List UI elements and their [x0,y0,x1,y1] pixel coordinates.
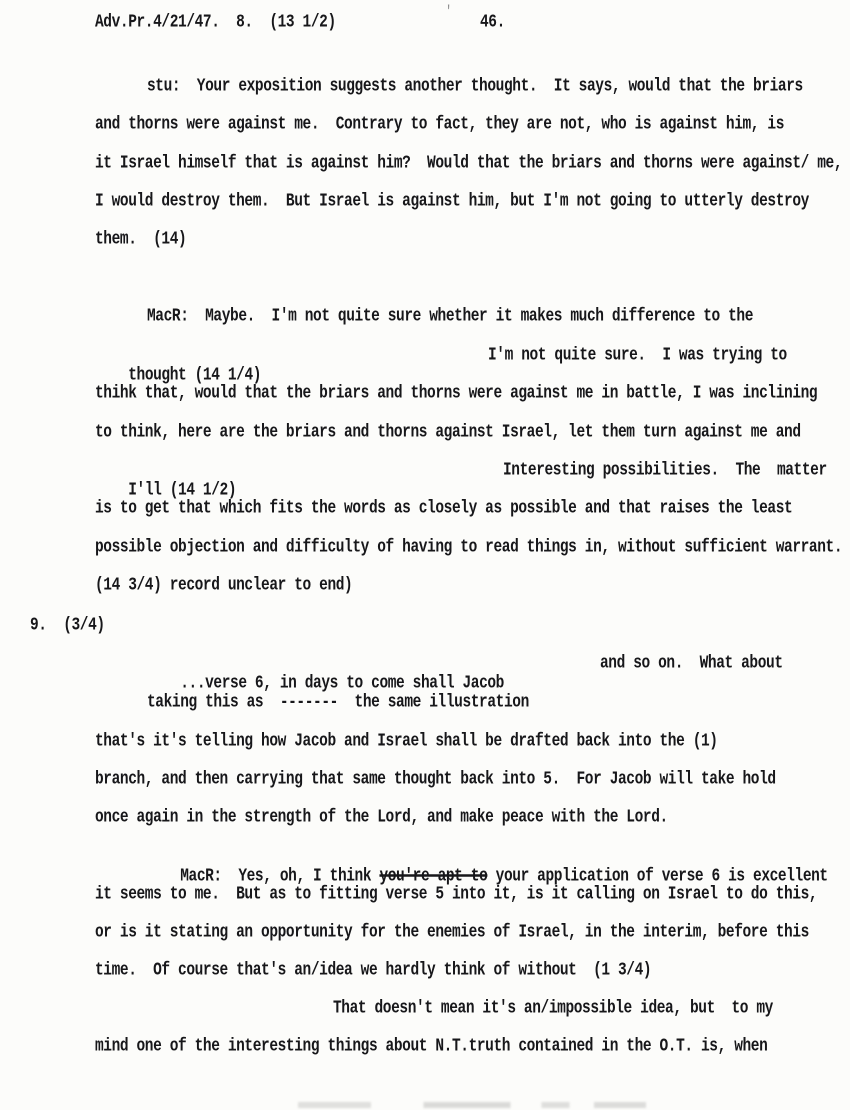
line-right-segment: and so on. What about [600,653,783,674]
typed-line: thihk that, would that the briars and thorns were against me in battle, I was inclining [95,383,818,404]
typed-line: taking this as ------- the same illustration [147,692,529,713]
line-left-segment: ...verse 6, in days to come shall Jacob [180,673,504,694]
line-right-segment: I'm not quite sure. I was trying to [488,345,787,366]
typed-line: and thorns were against me. Contrary to fact, they are not, who is against him, is [95,114,785,135]
typed-line: them. (14) [95,229,187,250]
typed-line: once again in the strength of the Lord, and make peace with the Lord. [95,807,668,828]
typed-line: is to get that which fits the words as closely as possible and that raises the least [95,498,793,519]
typed-line: mind one of the interesting things about N.T.truth contained in the O.T. is, when [95,1036,768,1057]
typed-line: I would destroy them. But Israel is against him, but I'm not going to utterly destroy [95,191,809,212]
document-citation: Adv.Pr.4/21/47. 8. (13 1/2) [95,12,336,33]
line-segment: MacR: Yes, oh, I think [180,866,380,887]
typed-line: stu: Your exposition suggests another thought. It says, would that the briars [147,76,803,97]
typed-line: MacR: Maybe. I'm not quite sure whether it makes much difference to the [147,306,754,327]
page-number: 46. [480,12,505,33]
typed-line: to think, here are the briars and thorns against Israel, let them turn against me and [95,422,801,443]
typed-line: time. Of course that's an/idea we hardly think of without (1 3/4) [95,960,652,981]
line-segment: your application of verse 6 is excellent [487,866,828,887]
typed-line: it Israel himself that is against him? Would that the briars and thorns were against/ me, [95,153,843,174]
typed-line: that's it's telling how Jacob and Israel shall be drafted back into the (1) [95,731,718,752]
typed-line: or is it stating an opportunity for the enemies of Israel, in the interim, before this [95,922,809,943]
line-right-segment: Interesting possibilities. The matter [503,460,827,481]
typed-line: (14 3/4) record unclear to end) [95,575,353,596]
typed-line: possible objection and difficulty of having to read things in, without sufficient warrant. [95,537,843,558]
typed-line: it seems to me. But as to fitting verse 5 into it, is it calling on Israel to do this, [95,884,818,905]
line-left-segment: thought (14 1/4) [128,365,262,386]
typed-line: branch, and then carrying that same thought back into 5. For Jacob will take hold [95,769,776,790]
line-left-segment: I'll (14 1/2) [128,480,237,501]
section-marker: 9. (3/4) [30,615,105,636]
stray-tick-mark: ' [445,2,452,21]
struck-through-text: you're apt to [379,866,488,887]
typed-line: That doesn't mean it's an/impossible idea, but to my [333,998,773,1019]
cutoff-next-line-smudge [298,1102,646,1108]
